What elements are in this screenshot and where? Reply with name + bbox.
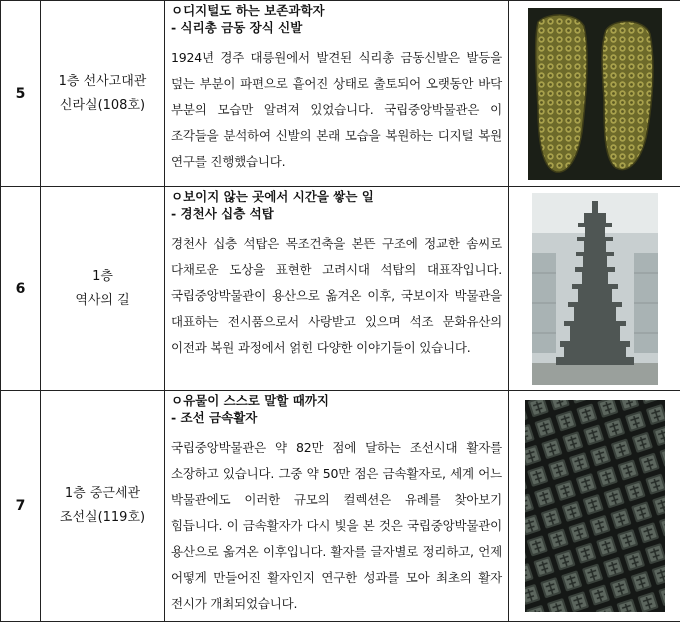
section-body: 1924년 경주 대릉원에서 발견된 식리총 금동신발은 발등을 덮는 부분이 파편으로 흩어진 상태로 출토되어 오랫동안 바닥 부분의 모습만 알려져 있었습니다. 국립중앙박물관은 이 조각들을 분석하여 신발의 본래 모습을 복원하는 디지털 복원 연구를 진행했습니다.: [171, 45, 502, 175]
section-subtitle: - 경천사 십층 석탑: [171, 205, 502, 222]
table-row: [1, 391, 680, 622]
row-number: 6: [1, 187, 41, 391]
section-title: ㅇ유물이 스스로 말할 때까지: [171, 392, 502, 409]
location-cell: [41, 391, 165, 622]
description-cell: [165, 187, 509, 391]
section-body: 경천사 십층 석탑은 목조건축을 본뜬 구조에 정교한 솜씨로 다채로운 도상을 표현한 고려시대 석탑의 대표작입니다. 국립중앙박물관이 용산으로 옮겨온 이후, 국보이자 박물관을 대표하는 전시품으로서 사랑받고 있으며 석조 문화유산의 이전과 복원 과정에서 얽힌 다양한 이야기들이 있습니다.: [171, 231, 502, 361]
image-cell: [509, 1, 680, 187]
location-line: 1층: [41, 265, 164, 289]
section-title: ㅇ보이지 않는 곳에서 시간을 쌓는 일: [171, 188, 502, 205]
stone-pagoda-image: [532, 193, 658, 385]
table-row: [1, 1, 680, 187]
image-cell: [509, 187, 680, 391]
table-row: [1, 187, 680, 391]
description-cell: [165, 391, 509, 622]
section-body: 국립중앙박물관은 약 82만 점에 달하는 조선시대 활자를 소장하고 있습니다. 그중 약 50만 점은 금속활자로, 세계 어느 박물관에도 이러한 규모의 컬렉션은 유례를 찾아보기 힘듭니다. 이 금속활자가 다시 빛을 본 것은 국립중앙박물관이 용산으로 옮겨온 이후입니다. 활자를 글자별로 정리하고, 언제 어떻게 만들어진 활자인지 연구한 성과를 모아 최초의 활자 전시가 개최되었습니다.: [171, 435, 502, 617]
location-line: 역사의 길: [41, 289, 164, 313]
metal-type-image: [525, 400, 665, 612]
row-number: 7: [1, 391, 41, 622]
gilt-bronze-shoe-image: [528, 8, 662, 180]
location-cell: [41, 1, 165, 187]
location-line: 조선실(119호): [41, 506, 164, 530]
section-subtitle: - 식리총 금동 장식 신발: [171, 19, 502, 36]
section-subtitle: - 조선 금속활자: [171, 409, 502, 426]
location-line: 신라실(108호): [41, 94, 164, 118]
location-line: 1층 선사고대관: [41, 70, 164, 94]
row-number: 5: [1, 1, 41, 187]
section-title: ㅇ디지털도 하는 보존과학자: [171, 2, 502, 19]
location-cell: [41, 187, 165, 391]
description-cell: [165, 1, 509, 187]
image-cell: [509, 391, 680, 622]
location-line: 1층 중근세관: [41, 482, 164, 506]
